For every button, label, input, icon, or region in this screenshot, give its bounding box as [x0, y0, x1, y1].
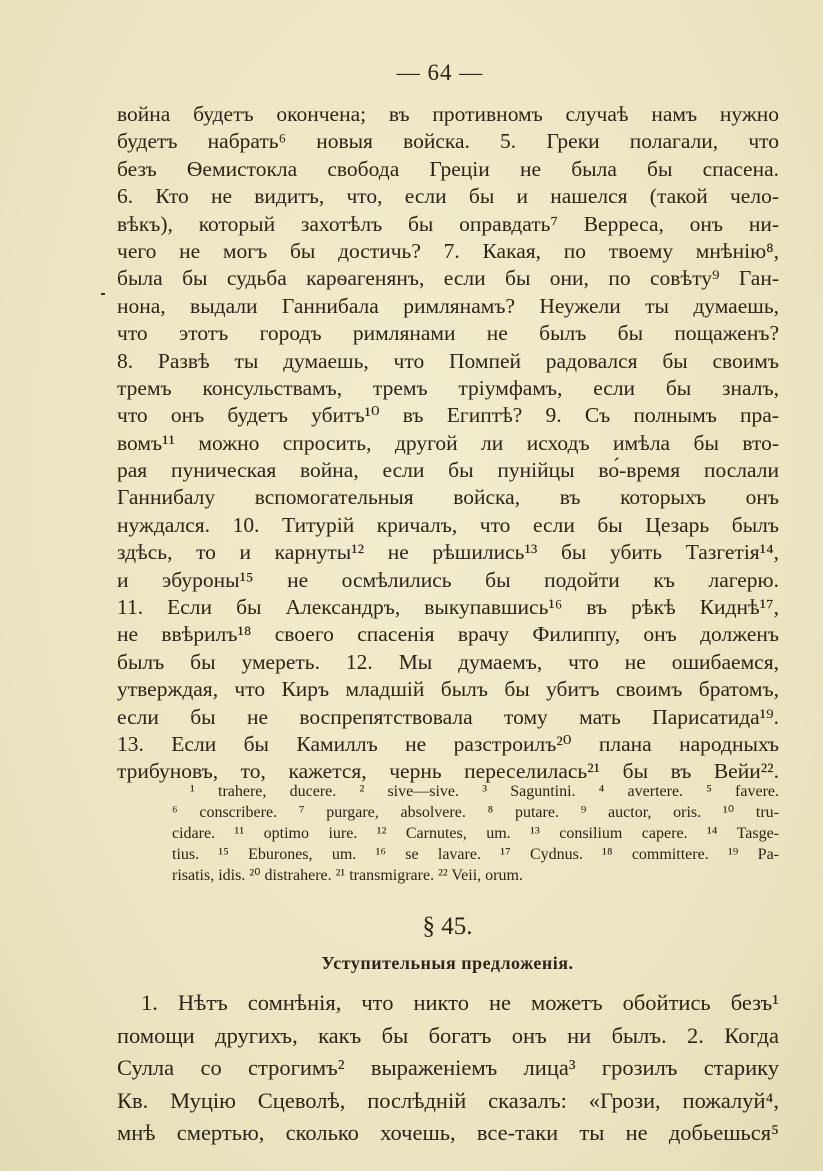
page-number: — 64 —	[396, 60, 484, 85]
text-line: чего не могъ бы достичь? 7. Какая, по твоему мнѣнію⁸,	[117, 238, 779, 263]
text-line: 6. Кто не видитъ, что, если бы и нашелся (такой чело-	[117, 184, 779, 209]
footnote-line: risatis, idis. ²⁰ distrahere. ²¹ transmigrare. ²² Veii, orum.	[172, 867, 523, 884]
section-paragraph	[117, 987, 779, 1150]
text-line: нуждался. 10. Титурій кричалъ, что если бы Цезарь былъ	[117, 512, 779, 537]
text-line: вомъ¹¹ можно спросить, другой ли исходъ имѣла бы вто-	[117, 430, 779, 455]
footnote-line: ⁶ conscribere. ⁷ purgare, absolvere. ⁸ putare. ⁹ auctor, oris. ¹⁰ tru-	[172, 804, 779, 821]
text-line: Сулла со строгимъ² выраженіемъ лица³ грозилъ старику	[117, 1055, 779, 1080]
text-line: трибуновъ, то, кажется, чернь переселилась²¹ бы въ Вейи²².	[117, 759, 779, 784]
text-line: Кв. Муцію Сцеволѣ, послѣдній сказалъ: «Грози, пожалуй⁴,	[117, 1087, 779, 1113]
text-line: былъ бы умереть. 12. Мы думаемъ, что не ошибаемся,	[117, 649, 779, 674]
text-line: тремъ консульствамъ, тремъ тріумфамъ, если бы зналъ,	[117, 375, 779, 400]
footnotes	[172, 781, 779, 886]
text-line: если бы не воспрепятствовала тому мать Парисатида¹⁹.	[117, 704, 779, 729]
text-line: вѣкъ), который захотѣлъ бы оправдать⁷ Верреса, онъ ни-	[117, 211, 779, 236]
text-line: и эбуроны¹⁵ не осмѣлились бы подойти къ лагерю.	[117, 567, 779, 592]
text-line: Ганнибалу вспомогательныя войска, въ которыхъ онъ	[117, 485, 779, 510]
footnote-line: ¹ trahere, ducere. ² sive—sive. ³ Saguntini. ⁴ avertere. ⁵ favere.	[190, 783, 779, 800]
text-line: 11. Если бы Александръ, выкупавшись¹⁶ въ рѣкѣ Киднѣ¹⁷,	[117, 595, 779, 620]
text-line: была бы судьба карѳагенянъ, если бы они, по совѣту⁹ Ган-	[117, 266, 779, 291]
scan-speck	[101, 293, 105, 295]
text-line: утверждая, что Киръ младшій былъ бы убитъ своимъ братомъ,	[117, 677, 779, 702]
text-line: что этотъ городъ римлянами не былъ бы пощаженъ?	[117, 321, 779, 346]
section-title: Уступительныя предложенія.	[321, 953, 574, 973]
text-line: война будетъ окончена; въ противномъ случаѣ намъ нужно	[117, 102, 779, 126]
section-number: § 45.	[422, 913, 473, 940]
text-line: помощи другихъ, какъ бы богатъ онъ ни былъ. 2. Когда	[117, 1022, 779, 1048]
footnote-line: cidare. ¹¹ optimo iure. ¹² Carnutes, um. ¹³ consilium capere. ¹⁴ Tasge-	[172, 825, 779, 842]
body-text	[117, 101, 779, 786]
text-line: 1. Нѣтъ сомнѣнія, что никто не можетъ обойтись безъ¹	[141, 990, 779, 1015]
text-line: что онъ будетъ убитъ¹⁰ въ Египтѣ? 9. Съ полнымъ пра-	[117, 403, 779, 428]
text-line: 13. Если бы Камиллъ не разстроилъ²⁰ плана народныхъ	[117, 731, 779, 756]
text-line: безъ Ѳемистокла свобода Греціи не была бы спасена.	[117, 156, 779, 181]
text-line: не ввѣрилъ¹⁸ своего спасенія врачу Филиппу, онъ долженъ	[117, 622, 779, 647]
text-line: 8. Развѣ ты думаешь, что Помпей радовался бы своимъ	[117, 348, 779, 373]
text-line: здѣсь, то и карнуты¹² не рѣшились¹³ бы убить Тазгетія¹⁴,	[117, 540, 779, 565]
footnote-line: tius. ¹⁵ Eburones, um. ¹⁶ se lavare. ¹⁷ Cydnus. ¹⁸ committere. ¹⁹ Pa-	[172, 846, 779, 863]
text-line: будетъ набрать⁶ новыя войска. 5. Греки полагали, что	[117, 129, 779, 154]
text-line: нона, выдали Ганнибала римлянамъ? Неужели ты думаешь,	[117, 293, 779, 318]
text-line: мнѣ смертью, сколько хочешь, все-таки ты не добьешься⁵	[117, 1120, 779, 1145]
text-line: рая пуническая война, если бы пунійцы во́-время послали	[117, 458, 779, 483]
